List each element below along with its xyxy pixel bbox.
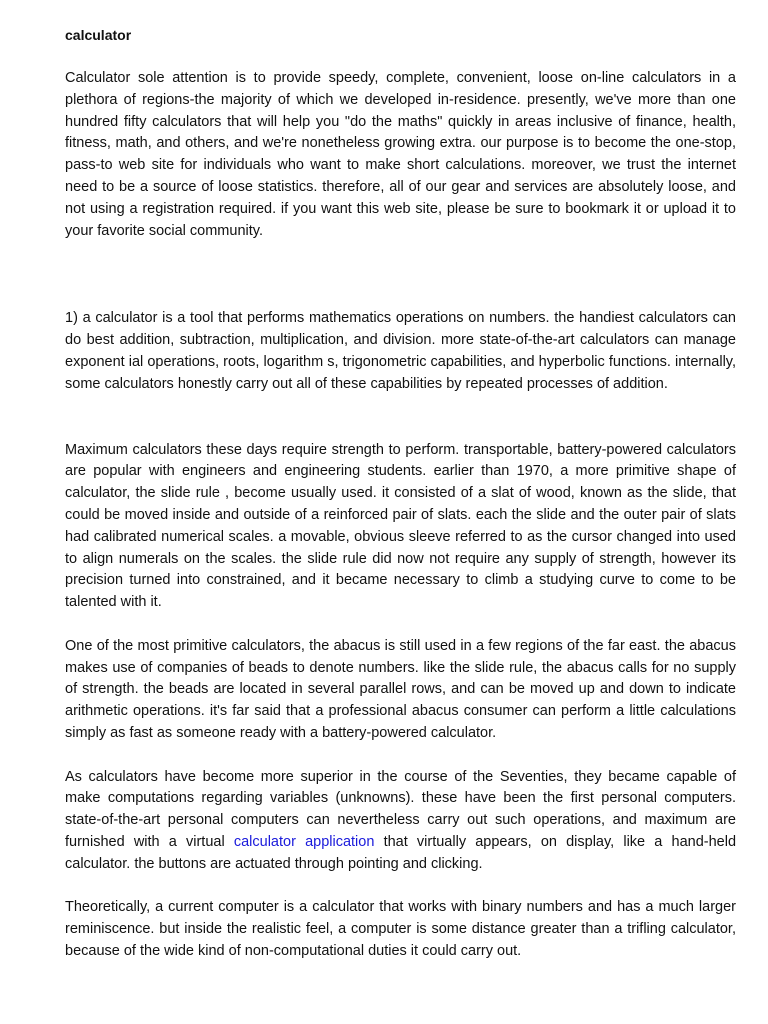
- calculator-application-link[interactable]: calculator application: [233, 833, 375, 850]
- seventies-text-after: that virtually appears, on display, like a hand-held calculator. the buttons are actuated through pointing and clicking.: [65, 833, 737, 872]
- spacer: [65, 614, 736, 636]
- seventies-text-before: As calculators have become more superior in the course of the Seventies, they became capable of make computations regarding variables (unknowns). these have been the first personal computers. state-of-the-art personal computers can nevertheless carry out such operations, and maximum are furnished with a virtual: [65, 768, 736, 850]
- document-page: [65, 26, 736, 963]
- intro-paragraph: Calculator sole attention is to provide speedy, complete, convenient, loose on-line calculators in a plethora of regions-the majority of which we developed in-residence. presently, we've more than one hundred fifty calculators that will help you "do the maths" quickly in areas inclusive of finance, health, fitness, math, and others, and we're nonetheless growing extra. our purpose is to become the one-stop, pass-to web site for individuals who want to make short calculations. moreover, we trust the internet need to be a source of loose statistics. therefore, all of our gear and services are absolutely loose, and not using a registration required. if you want this web site, please be sure to bookmark it or upload it to your favorite social community.: [65, 70, 736, 239]
- document-title: calculator: [65, 27, 132, 43]
- slide-rule-paragraph: Maximum calculators these days require strength to perform. transportable, battery-powered calculators are popular with engineers and engineering students. earlier than 1970, a more primitive shape of calculator, the slide rule , become usually used. it consisted of a slat of wood, known as the slide, that could be moved inside and outside of a reinforced pair of slats. each the slide and the outer pair of slats had calibrated numerical scales. a movable, obvious sleeve referred to as the cursor changed into used to align numerals on the scales. the slide rule did now not require any supply of strength, however its precision turned into constrained, and it became necessary to climb a studying curve to come to be talented with it.: [65, 441, 736, 611]
- seventies-paragraph: [65, 767, 736, 876]
- abacus-paragraph: One of the most primitive calculators, the abacus is still used in a few regions of the far east. the abacus makes use of companies of beads to denote numbers. like the slide rule, the abacus calls for no supply of strength. the beads are located in several parallel rows, and can be moved up and down to indicate arithmetic operations. it's far said that a professional abacus consumer can perform a little calculations simply as fast as someone ready with a battery-powered calculator.: [65, 637, 736, 741]
- spacer: [65, 745, 736, 767]
- definition-paragraph: 1) a calculator is a tool that performs mathematics operations on numbers. the handiest calculators can do best addition, subtraction, multiplication, and division. more state-of-the-art calculators can manage exponent ial operations, roots, logarithm s, trigonometric capabilities, and hyperbolic functions. internally, some calculators honestly carry out all of these capabilities by repeated processes of addition.: [65, 310, 736, 392]
- spacer: [65, 396, 736, 440]
- spacer: [65, 876, 736, 898]
- spacer: [65, 242, 736, 308]
- computer-paragraph: Theoretically, a current computer is a calculator that works with binary numbers and has a much larger reminiscence. but inside the realistic feel, a computer is some distance greater than a trifling calculator, because of the wide kind of non-computational duties it could carry out.: [65, 899, 736, 959]
